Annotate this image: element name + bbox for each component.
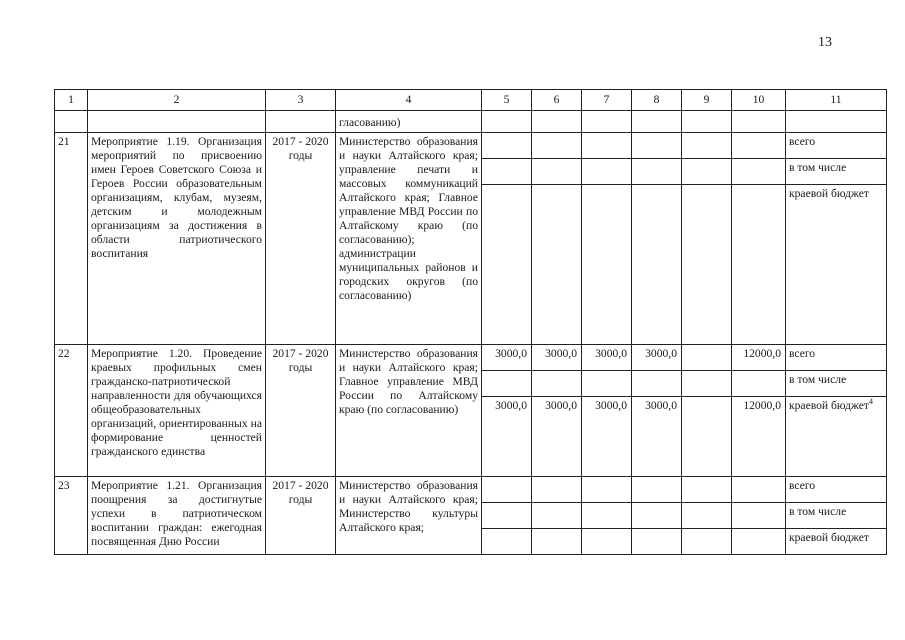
funding-source bbox=[786, 477, 887, 503]
value-cell-6: 3000,0 bbox=[532, 345, 582, 371]
funding-label: всего bbox=[789, 347, 816, 360]
value-cell-6 bbox=[532, 185, 582, 345]
value-cell-9 bbox=[682, 477, 732, 503]
executors: Министерство образования и науки Алтайского края; управление печати и массовых коммуникаций Алтайского края; Главное управление МВД России по Алтайскому краю (по согласованию); администрации муниципальных районов и городских округов (по согласованию) bbox=[336, 133, 482, 345]
value-cell-8 bbox=[632, 133, 682, 159]
funding-label: всего bbox=[789, 479, 816, 492]
value-cell-9 bbox=[682, 133, 732, 159]
footnote-mark: 4 bbox=[868, 397, 873, 407]
header-cell: 8 bbox=[632, 90, 682, 111]
funding-source bbox=[786, 397, 887, 477]
page-number: 13 bbox=[818, 35, 832, 50]
value-cell-7 bbox=[582, 477, 632, 503]
value-cell-10 bbox=[732, 477, 786, 503]
value-cell-6 bbox=[532, 503, 582, 529]
value-cell-8 bbox=[632, 185, 682, 345]
header-cell: 6 bbox=[532, 90, 582, 111]
value-cell-8 bbox=[632, 503, 682, 529]
header-cell: 3 bbox=[266, 90, 336, 111]
funding-label: в том числе bbox=[789, 505, 847, 518]
value-cell-6 bbox=[532, 133, 582, 159]
value-cell-5 bbox=[482, 477, 532, 503]
event-description: Мероприятие 1.21. Организация поощрения за достигнутые успехи в патриотическом воспитании граждан: ежегодная посвященная Дню России bbox=[88, 477, 266, 555]
period: 2017 - 2020 годы bbox=[266, 133, 336, 345]
header-cell: 10 bbox=[732, 90, 786, 111]
value-cell-5 bbox=[482, 133, 532, 159]
value-cell-7 bbox=[582, 133, 632, 159]
value-cell-9 bbox=[682, 529, 732, 555]
executors: Министерство образования и науки Алтайского края; Министерство культуры Алтайского края; bbox=[336, 477, 482, 555]
funding-label: краевой бюджет bbox=[789, 531, 869, 544]
funding-source bbox=[786, 503, 887, 529]
header-cell: 11 bbox=[786, 90, 887, 111]
value-cell-9 bbox=[682, 159, 732, 185]
executors: Министерство образования и науки Алтайского края; Главное управление МВД России по Алтайскому краю (по согласованию) bbox=[336, 345, 482, 477]
header-row bbox=[55, 90, 887, 111]
table-row bbox=[55, 477, 887, 503]
continuation-text: гласованию) bbox=[336, 111, 482, 133]
value-cell-7: 3000,0 bbox=[582, 345, 632, 371]
value-cell-6 bbox=[532, 529, 582, 555]
value-cell-5 bbox=[482, 503, 532, 529]
header-cell: 2 bbox=[88, 90, 266, 111]
value-cell-5 bbox=[482, 529, 532, 555]
value-cell-8 bbox=[632, 159, 682, 185]
header-cell: 7 bbox=[582, 90, 632, 111]
value-cell-5 bbox=[482, 371, 532, 397]
row-number: 21 bbox=[55, 133, 88, 345]
funding-source bbox=[786, 345, 887, 371]
funding-label: в том числе bbox=[789, 161, 847, 174]
value-cell-10 bbox=[732, 503, 786, 529]
value-cell-8 bbox=[632, 371, 682, 397]
funding-source bbox=[786, 185, 887, 345]
value-cell-7 bbox=[582, 371, 632, 397]
value-cell-10 bbox=[732, 185, 786, 345]
value-cell-10 bbox=[732, 159, 786, 185]
value-cell-10 bbox=[732, 371, 786, 397]
value-cell-5: 3000,0 bbox=[482, 397, 532, 477]
funding-source bbox=[786, 529, 887, 555]
value-cell-10 bbox=[732, 133, 786, 159]
table-row bbox=[55, 345, 887, 371]
event-description: Мероприятие 1.20. Проведение краевых профильных смен гражданско-патриотической направленности для обучающихся общеобразовательных организаций, ориентированных на формирование ценностей гражданского единства bbox=[88, 345, 266, 477]
funding-label: краевой бюджет bbox=[789, 187, 869, 200]
value-cell-6: 3000,0 bbox=[532, 397, 582, 477]
value-cell-5: 3000,0 bbox=[482, 345, 532, 371]
value-cell-5 bbox=[482, 185, 532, 345]
continuation-row bbox=[55, 111, 887, 133]
value-cell-7 bbox=[582, 185, 632, 345]
period: 2017 - 2020 годы bbox=[266, 345, 336, 477]
value-cell-9 bbox=[682, 371, 732, 397]
header-cell: 5 bbox=[482, 90, 532, 111]
value-cell-10: 12000,0 bbox=[732, 397, 786, 477]
value-cell-6 bbox=[532, 477, 582, 503]
row-number: 22 bbox=[55, 345, 88, 477]
value-cell-8: 3000,0 bbox=[632, 345, 682, 371]
header-cell: 9 bbox=[682, 90, 732, 111]
value-cell-7: 3000,0 bbox=[582, 397, 632, 477]
funding-source bbox=[786, 371, 887, 397]
header-cell: 1 bbox=[55, 90, 88, 111]
program-table bbox=[54, 89, 887, 555]
header-cell: 4 bbox=[336, 90, 482, 111]
value-cell-6 bbox=[532, 159, 582, 185]
value-cell-8: 3000,0 bbox=[632, 397, 682, 477]
value-cell-8 bbox=[632, 529, 682, 555]
value-cell-9 bbox=[682, 345, 732, 371]
value-cell-9 bbox=[682, 503, 732, 529]
value-cell-6 bbox=[532, 371, 582, 397]
value-cell-10: 12000,0 bbox=[732, 345, 786, 371]
value-cell-7 bbox=[582, 503, 632, 529]
value-cell-10 bbox=[732, 529, 786, 555]
funding-label: краевой бюджет bbox=[789, 399, 869, 412]
event-description: Мероприятие 1.19. Организация мероприятий по присвоению имен Героев Советского Союза и Героев России образовательным организациям, клубам, музеям, детским и молодежным организациям за достижения в области патриотического воспитания bbox=[88, 133, 266, 345]
value-cell-7 bbox=[582, 159, 632, 185]
table-row bbox=[55, 133, 887, 159]
value-cell-5 bbox=[482, 159, 532, 185]
funding-source bbox=[786, 159, 887, 185]
funding-label: в том числе bbox=[789, 373, 847, 386]
funding-source bbox=[786, 133, 887, 159]
value-cell-7 bbox=[582, 529, 632, 555]
value-cell-8 bbox=[632, 477, 682, 503]
funding-label: всего bbox=[789, 135, 816, 148]
value-cell-9 bbox=[682, 185, 732, 345]
value-cell-9 bbox=[682, 397, 732, 477]
row-number: 23 bbox=[55, 477, 88, 555]
period: 2017 - 2020 годы bbox=[266, 477, 336, 555]
